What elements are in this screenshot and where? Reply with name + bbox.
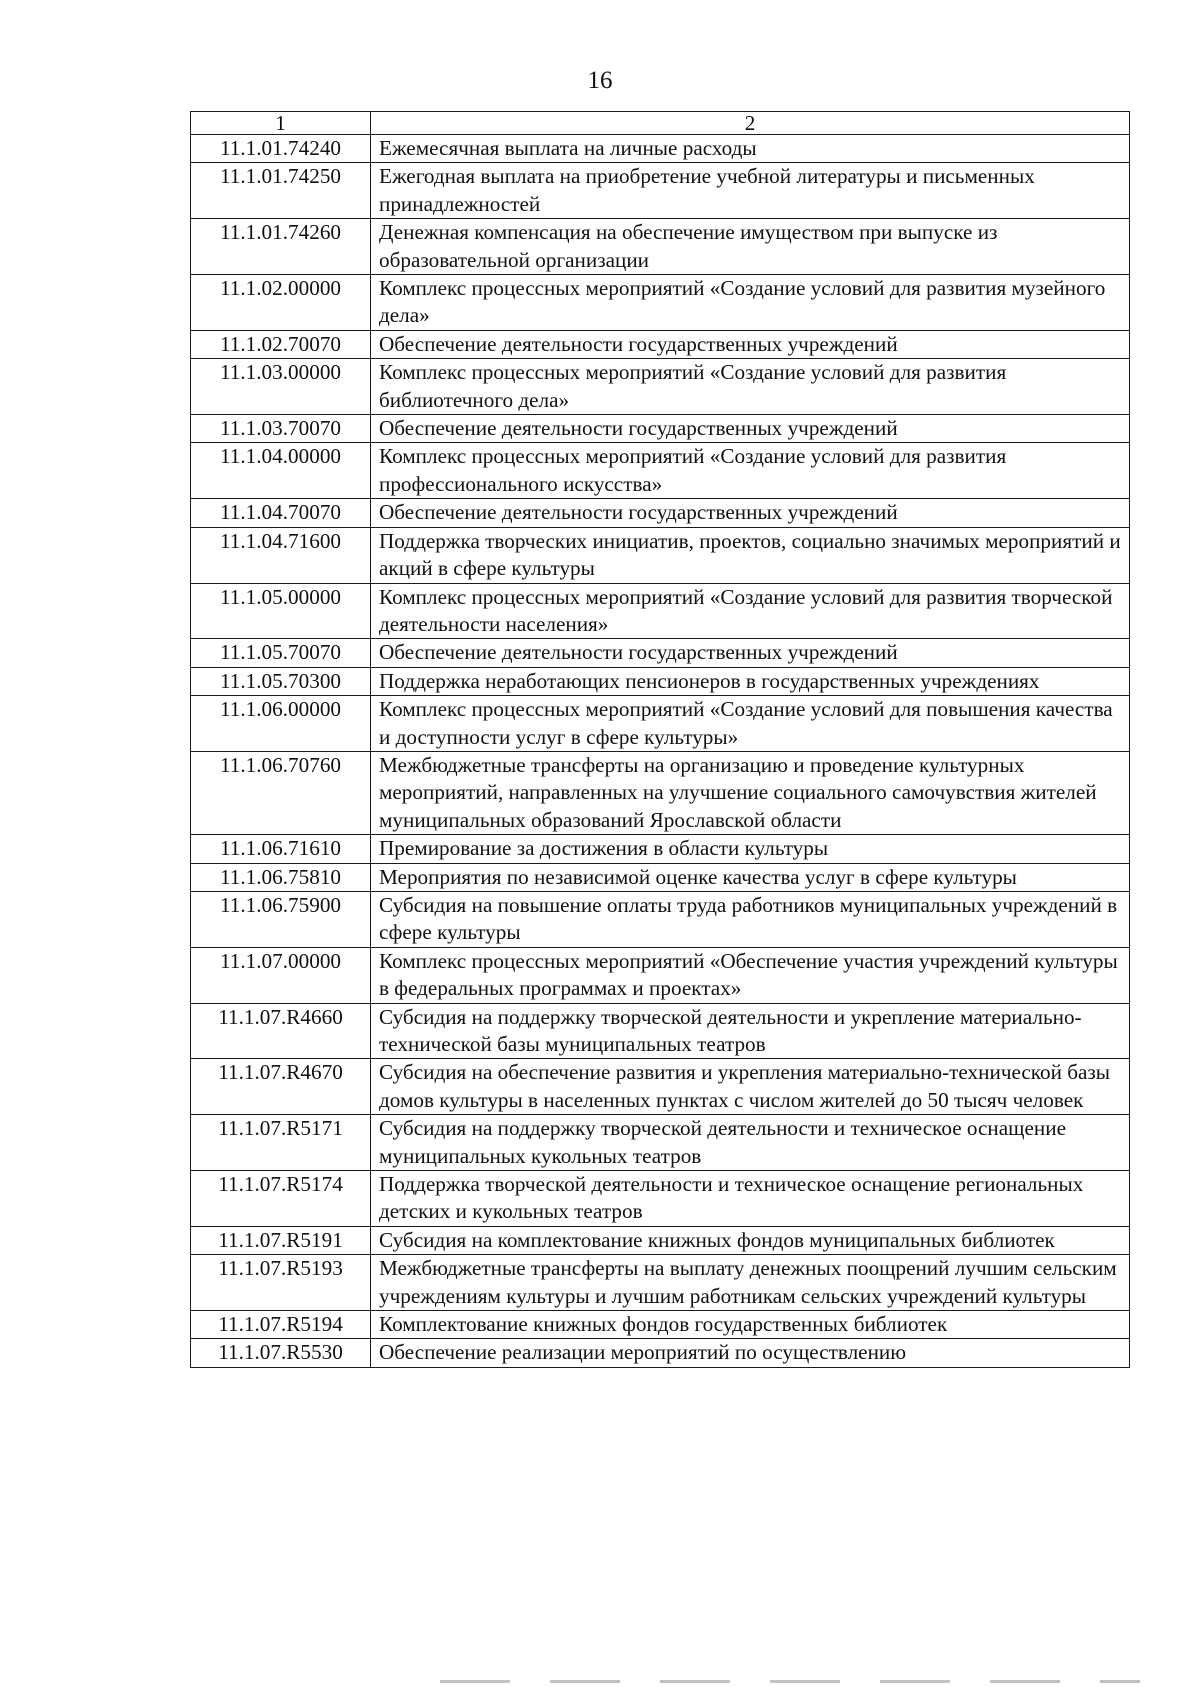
table-row (191, 639, 1130, 667)
row-code: 11.1.06.75900 (191, 891, 371, 947)
row-code: 11.1.01.74260 (191, 219, 371, 275)
row-code: 11.1.07.R5193 (191, 1255, 371, 1311)
table-row (191, 1255, 1130, 1311)
row-code: 11.1.02.00000 (191, 275, 371, 331)
row-code: 11.1.06.71610 (191, 835, 371, 863)
row-name: Комплекс процессных мероприятий «Создание условий для развития творческой деятельности населения» (371, 583, 1130, 639)
row-code: 11.1.07.R5191 (191, 1226, 371, 1254)
table-row (191, 947, 1130, 1003)
table-row (191, 1003, 1130, 1059)
header-row (191, 112, 1130, 135)
table-row (191, 527, 1130, 583)
row-name: Комплекс процессных мероприятий «Создание условий для развития библиотечного дела» (371, 359, 1130, 415)
table-row (191, 443, 1130, 499)
row-name: Обеспечение реализации мероприятий по осуществлению (371, 1339, 1130, 1367)
row-code: 11.1.04.70070 (191, 499, 371, 527)
table-row (191, 696, 1130, 752)
row-code: 11.1.04.71600 (191, 527, 371, 583)
table-row (191, 135, 1130, 163)
row-name: Обеспечение деятельности государственных учреждений (371, 639, 1130, 667)
row-code: 11.1.01.74250 (191, 163, 371, 219)
table-row (191, 835, 1130, 863)
row-name: Субсидия на комплектование книжных фондов муниципальных библиотек (371, 1226, 1130, 1254)
row-code: 11.1.05.00000 (191, 583, 371, 639)
row-code: 11.1.03.00000 (191, 359, 371, 415)
row-name: Субсидия на поддержку творческой деятельности и техническое оснащение муниципальных кукольных театров (371, 1115, 1130, 1171)
row-name: Межбюджетные трансферты на организацию и проведение культурных мероприятий, направленных на улучшение социального самочувствия жителей муниципальных образований Ярославской области (371, 751, 1130, 834)
row-code: 11.1.01.74240 (191, 135, 371, 163)
table-row (191, 863, 1130, 891)
row-code: 11.1.05.70070 (191, 639, 371, 667)
table-row (191, 1059, 1130, 1115)
row-name: Ежегодная выплата на приобретение учебной литературы и письменных принадлежностей (371, 163, 1130, 219)
table-row (191, 1115, 1130, 1171)
row-code: 11.1.05.70300 (191, 667, 371, 695)
row-name: Мероприятия по независимой оценке качества услуг в сфере культуры (371, 863, 1130, 891)
row-name: Поддержка творческих инициатив, проектов, социально значимых мероприятий и акций в сфере культуры (371, 527, 1130, 583)
row-code: 11.1.07.R5194 (191, 1311, 371, 1339)
row-code: 11.1.06.75810 (191, 863, 371, 891)
table-row (191, 1226, 1130, 1254)
row-code: 11.1.02.70070 (191, 330, 371, 358)
row-name: Субсидия на поддержку творческой деятельности и укрепление материально-технической базы муниципальных театров (371, 1003, 1130, 1059)
row-name: Премирование за достижения в области культуры (371, 835, 1130, 863)
page-number: 16 (587, 67, 613, 94)
row-name: Комплекс процессных мероприятий «Создание условий для развития музейного дела» (371, 275, 1130, 331)
row-name: Ежемесячная выплата на личные расходы (371, 135, 1130, 163)
row-name: Комплекс процессных мероприятий «Обеспечение участия учреждений культуры в федеральных программах и проектах» (371, 947, 1130, 1003)
row-name: Обеспечение деятельности государственных учреждений (371, 330, 1130, 358)
scan-artifact-line (440, 1680, 1140, 1683)
row-name: Денежная компенсация на обеспечение имуществом при выпуске из образовательной организации (371, 219, 1130, 275)
table-row (191, 667, 1130, 695)
row-code: 11.1.06.70760 (191, 751, 371, 834)
table-header (191, 112, 1130, 135)
table-row (191, 415, 1130, 443)
table-row (191, 330, 1130, 358)
table-row (191, 163, 1130, 219)
row-name: Субсидия на повышение оплаты труда работников муниципальных учреждений в сфере культуры (371, 891, 1130, 947)
table-row (191, 359, 1130, 415)
row-code: 11.1.03.70070 (191, 415, 371, 443)
row-name: Комплекс процессных мероприятий «Создание условий для повышения качества и доступности услуг в сфере культуры» (371, 696, 1130, 752)
row-name: Обеспечение деятельности государственных учреждений (371, 415, 1130, 443)
table-row (191, 583, 1130, 639)
row-code: 11.1.07.R5530 (191, 1339, 371, 1367)
table-row (191, 499, 1130, 527)
row-name: Поддержка неработающих пенсионеров в государственных учреждениях (371, 667, 1130, 695)
table-row (191, 1311, 1130, 1339)
budget-classification-table (190, 111, 1130, 1368)
table-row (191, 1339, 1130, 1367)
table-row (191, 1171, 1130, 1227)
table-row (191, 891, 1130, 947)
row-code: 11.1.06.00000 (191, 696, 371, 752)
row-code: 11.1.07.R4660 (191, 1003, 371, 1059)
table-row (191, 751, 1130, 834)
row-name: Комплекс процессных мероприятий «Создание условий для развития профессионального искусства» (371, 443, 1130, 499)
row-name: Субсидия на обеспечение развития и укрепления материально-технической базы домов культуры в населенных пунктах с числом жителей до 50 тысяч человек (371, 1059, 1130, 1115)
table-body (191, 135, 1130, 1368)
header-column-2: 2 (371, 112, 1130, 135)
header-column-1: 1 (191, 112, 371, 135)
row-name: Межбюджетные трансферты на выплату денежных поощрений лучшим сельским учреждениям культуры и лучшим работникам сельских учреждений культуры (371, 1255, 1130, 1311)
table-row (191, 275, 1130, 331)
row-name: Комплектование книжных фондов государственных библиотек (371, 1311, 1130, 1339)
table-row (191, 219, 1130, 275)
row-code: 11.1.07.R4670 (191, 1059, 371, 1115)
row-name: Поддержка творческой деятельности и техническое оснащение региональных детских и кукольных театров (371, 1171, 1130, 1227)
row-name: Обеспечение деятельности государственных учреждений (371, 499, 1130, 527)
row-code: 11.1.07.00000 (191, 947, 371, 1003)
row-code: 11.1.07.R5171 (191, 1115, 371, 1171)
row-code: 11.1.07.R5174 (191, 1171, 371, 1227)
row-code: 11.1.04.00000 (191, 443, 371, 499)
